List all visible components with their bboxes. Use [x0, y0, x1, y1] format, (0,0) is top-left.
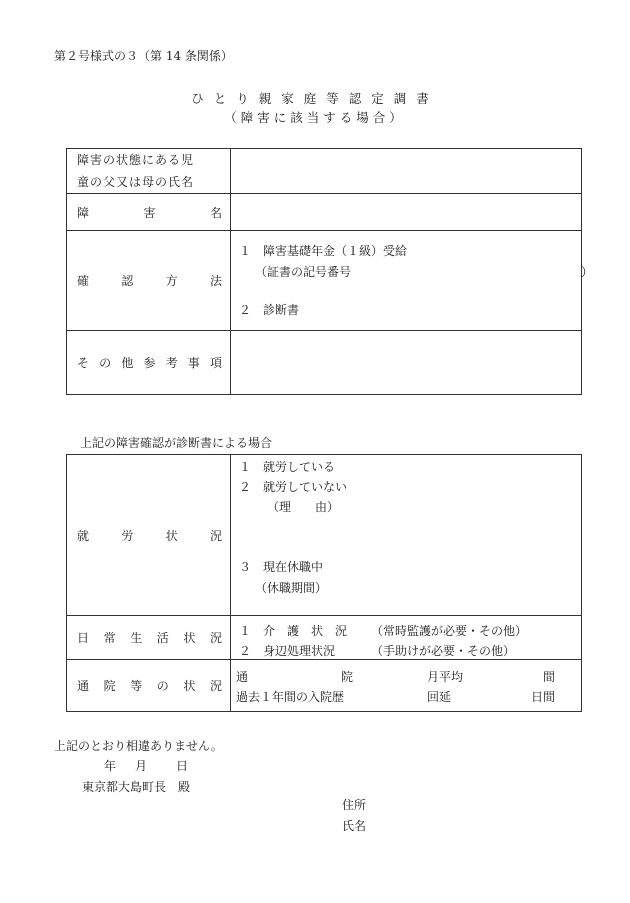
outpatient-label-b: 院	[341, 670, 354, 684]
employed-option[interactable]: １ 就労している	[239, 460, 336, 474]
days-label: 日間	[531, 690, 556, 704]
date-year-label: 年	[104, 759, 117, 773]
employment-status-field	[231, 455, 582, 616]
daily-life-status-field	[231, 616, 582, 660]
label-char: の	[156, 679, 169, 693]
parent-name-label-line2: 童の父又は母の氏名	[77, 175, 195, 189]
name-label: 氏名	[342, 819, 367, 833]
label-char: 認	[121, 274, 134, 288]
parent-name-label	[67, 149, 231, 194]
parent-name-field[interactable]	[231, 149, 582, 194]
other-reference-field[interactable]	[231, 331, 582, 395]
disability-name-label	[67, 194, 231, 231]
hospital-visit-status-field	[231, 660, 582, 712]
daily-life-status-label	[67, 616, 231, 660]
label-char: 生	[130, 631, 143, 645]
on-leave-option[interactable]: ３ 現在休職中	[239, 560, 324, 574]
document-subtitle: （障害に該当する場合）	[224, 110, 406, 125]
date-day-label: 日	[176, 759, 189, 773]
label-char: 況	[209, 679, 222, 693]
monthly-average-label: 月平均	[427, 670, 464, 684]
label-char: そ	[77, 356, 90, 370]
parent-name-label-line1: 障害の状態にある児	[77, 153, 195, 167]
label-char: の	[99, 356, 112, 370]
label-char: 況	[209, 631, 222, 645]
confirmation-method-label	[67, 231, 231, 331]
label-char: 日	[77, 631, 90, 645]
care-status-item[interactable]: １ 介 護 状 況	[239, 624, 348, 638]
label-char: 等	[130, 679, 143, 693]
not-employed-option[interactable]: ２ 就労していない	[239, 480, 348, 494]
diagnosis-note: 上記の障害確認が診断書による場合	[80, 436, 273, 450]
label-char: 障	[77, 205, 90, 220]
reason-label: （理 由）	[267, 500, 340, 514]
diagnosis-option[interactable]: ２ 診断書	[239, 303, 300, 317]
label-char: 確	[77, 274, 90, 288]
label-char: 状	[183, 631, 196, 645]
outpatient-label-a: 通	[236, 670, 249, 684]
certificate-number-label: （証書の記号番号	[255, 265, 352, 279]
label-char: 名	[209, 205, 222, 220]
label-char: 他	[121, 356, 134, 370]
label-char: 通	[77, 679, 90, 693]
date-month-label: 月	[135, 759, 148, 773]
past-year-hospitalization-label: 過去１年間の入院歴	[236, 690, 345, 704]
hospital-visit-status-label	[67, 660, 231, 712]
disability-name-field[interactable]	[231, 194, 582, 231]
label-char: 活	[156, 631, 169, 645]
label-char: 状	[183, 679, 196, 693]
self-care-status-note: （手助けが必要・その他）	[371, 644, 516, 658]
label-char: 就	[77, 528, 90, 543]
address-label: 住所	[342, 798, 367, 812]
declaration-text: 上記のとおり相違ありません。	[54, 739, 223, 753]
label-char: 項	[209, 356, 222, 370]
label-char: 方	[165, 274, 178, 288]
confirmation-method-field	[231, 231, 594, 331]
form-number: 第２号様式の３（第 14 条関係）	[54, 49, 233, 63]
other-reference-label	[67, 331, 231, 395]
label-char: 事	[187, 356, 200, 370]
monthly-interval-label: 間	[543, 670, 556, 684]
label-char: 害	[143, 205, 156, 220]
label-char: 考	[165, 356, 178, 370]
label-char: 労	[121, 528, 134, 543]
diagnosis-details-table	[66, 454, 582, 712]
label-char: 常	[103, 631, 116, 645]
care-status-note: （常時監護が必要・その他）	[371, 624, 528, 638]
label-char: 状	[165, 528, 178, 543]
document-title: ひとり親家庭等認定調書	[191, 91, 439, 106]
label-char: 院	[103, 679, 116, 693]
times-label: 回延	[427, 690, 452, 704]
addressee: 東京都大島町長 殿	[82, 780, 191, 794]
label-char: 法	[209, 274, 222, 288]
label-char: 況	[209, 528, 222, 543]
pension-option[interactable]: １ 障害基礎年金（１級）受給	[239, 244, 408, 258]
certification-table	[66, 148, 594, 395]
leave-period-label: （休職期間）	[255, 581, 328, 595]
label-char: 参	[143, 356, 156, 370]
self-care-status-item[interactable]: ２ 身辺処理状況	[239, 644, 336, 658]
certificate-number-close: ）	[581, 265, 594, 279]
employment-status-label	[67, 455, 231, 616]
